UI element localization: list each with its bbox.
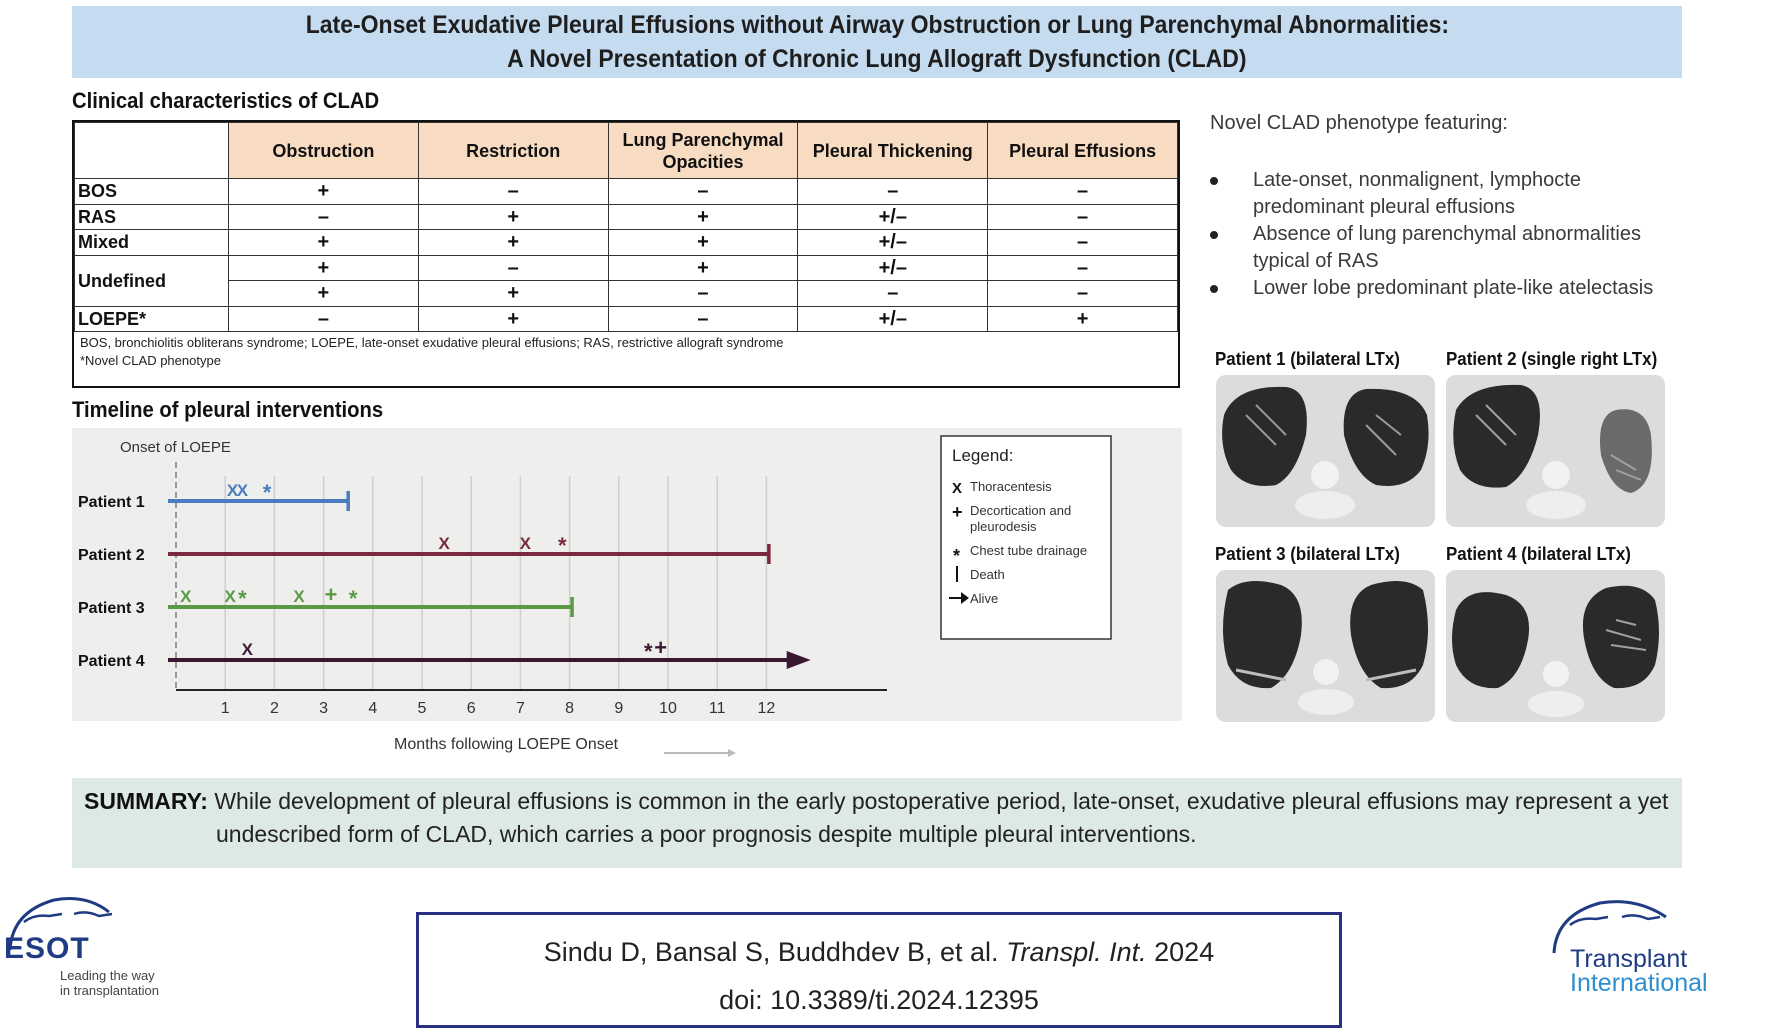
ct-scan-drawing: [1446, 375, 1665, 527]
table-header-row: [75, 123, 1178, 179]
bullet-icon: [1210, 231, 1218, 239]
legend-title: Legend:: [952, 446, 1014, 465]
table-cell: +/–: [798, 230, 988, 256]
table-cell: –: [988, 179, 1178, 205]
thoracentesis-mark: X: [241, 640, 254, 659]
table-cell: –: [229, 306, 419, 332]
thoracentesis-mark: X: [236, 481, 249, 500]
esot-tagline-2: in transplantation: [60, 983, 160, 998]
table-row: [75, 306, 1178, 332]
list-item: [1208, 167, 1678, 221]
bullet-text: Late-onset, nonmalignent, lymphocte predominant pleural effusions: [1253, 169, 1581, 218]
legend-label: Decortication and: [970, 503, 1072, 518]
table-cell: +: [229, 281, 419, 307]
citation-line: [419, 937, 1339, 968]
table-cell: +: [418, 204, 608, 230]
legend-label: Thoracentesis: [970, 479, 1052, 494]
table-cell: –: [229, 204, 419, 230]
footnote-novel: *Novel CLAD phenotype: [80, 353, 221, 368]
alive-arrow: [787, 651, 811, 669]
table-row: [75, 179, 1178, 205]
table-cell: –: [418, 179, 608, 205]
timeline-heading: Timeline of pleural interventions: [72, 397, 384, 422]
bullet-text: Absence of lung parenchymal abnormalities typical of RAS: [1253, 223, 1641, 272]
table-cell: +: [988, 306, 1178, 332]
table-cell: +: [229, 255, 419, 281]
footnote-abbreviations: BOS, bronchiolitis obliterans syndrome; LOEPE, late-onset exudative pleural effusions; RAS, restrictive allograft syndrome: [80, 335, 784, 350]
xlabel-arrow-icon: [728, 749, 736, 757]
table-cell: +: [608, 230, 798, 256]
chest-tube-mark: *: [348, 586, 358, 611]
novel-phenotype-heading: Novel CLAD phenotype featuring:: [1210, 112, 1508, 134]
summary-head: SUMMARY:: [84, 788, 208, 814]
table-cell: +/–: [798, 255, 988, 281]
x-tick-label: 1: [220, 700, 230, 717]
table-cell: +: [418, 306, 608, 332]
thoracentesis-mark: X: [226, 481, 239, 500]
patient-label: Patient 1: [78, 494, 145, 511]
row-label: BOS: [75, 179, 229, 205]
chest-tube-mark: *: [262, 480, 272, 505]
table-row: [75, 204, 1178, 230]
decortication-icon: +: [952, 502, 963, 522]
thoracentesis-mark: X: [180, 587, 192, 606]
x-tick-label: 10: [659, 700, 677, 717]
legend: [941, 436, 1111, 639]
row-label: RAS: [75, 204, 229, 230]
legend-label: Alive: [970, 591, 999, 606]
timeline-xlabel-area: [72, 721, 1182, 761]
timeline-chart: [72, 428, 1182, 721]
table-footnote: [74, 332, 1178, 372]
novel-phenotype-list: [1208, 167, 1678, 302]
legend-label: pleurodesis: [970, 519, 1037, 534]
x-tick-label: 5: [417, 700, 427, 717]
col-header-thickening: Pleural Thickening: [798, 123, 988, 179]
x-tick-label: 3: [319, 700, 329, 717]
chest-tube-mark: *: [557, 533, 567, 558]
table-corner: [75, 123, 229, 179]
ct-label-patient-3: Patient 3 (bilateral LTx): [1215, 544, 1400, 564]
title-line-2: A Novel Presentation of Chronic Lung Allograft Dysfunction (CLAD): [507, 45, 1247, 73]
citation-journal: Transpl. Int.: [1006, 937, 1147, 967]
patient-label: Patient 4: [78, 653, 145, 670]
thoracentesis-mark: X: [224, 587, 236, 606]
row-label: LOEPE*: [75, 306, 229, 332]
ct-image-patient-3: [1216, 570, 1435, 722]
x-tick-label: 4: [368, 700, 378, 717]
table-cell: +: [229, 179, 419, 205]
characteristics-heading: Clinical characteristics of CLAD: [72, 88, 380, 113]
summary-text: [84, 785, 1674, 851]
table-cell: –: [988, 204, 1178, 230]
table-cell: +: [418, 281, 608, 307]
table-cell: –: [608, 179, 798, 205]
table-cell: –: [608, 306, 798, 332]
row-label: Mixed: [75, 230, 229, 256]
characteristics-table: [72, 120, 1180, 388]
table-row: [75, 281, 1178, 307]
table-cell: –: [988, 230, 1178, 256]
patient-label: Patient 3: [78, 600, 145, 617]
thoracentesis-mark: X: [293, 587, 305, 606]
x-tick-label: 7: [515, 700, 525, 717]
timeline-xlabel-svg: [72, 721, 1182, 761]
decortication-mark: +: [324, 582, 338, 607]
table-cell: –: [988, 255, 1178, 281]
decortication-mark: +: [654, 635, 668, 660]
ct-label-patient-1: Patient 1 (bilateral LTx): [1215, 349, 1400, 369]
x-tick-label: 9: [614, 700, 624, 717]
legend-label: Death: [970, 567, 1005, 582]
x-axis-label: Months following LOEPE Onset: [394, 736, 619, 753]
ct-image-patient-2: [1446, 375, 1665, 527]
ct-scan-drawing: [1216, 375, 1435, 527]
ti-wordmark-2: International: [1570, 969, 1708, 997]
list-item: [1208, 221, 1678, 275]
x-tick-label: 12: [757, 700, 776, 717]
ct-label-patient-4: Patient 4 (bilateral LTx): [1446, 544, 1631, 564]
x-tick-label: 8: [565, 700, 575, 717]
table-cell: +: [229, 230, 419, 256]
onset-label: Onset of LOEPE: [120, 439, 231, 456]
summary-box: [72, 778, 1682, 868]
legend-label: Chest tube drainage: [970, 543, 1088, 558]
bullet-text: Lower lobe predominant plate-like atelectasis: [1253, 277, 1654, 299]
timeline-panel: [72, 428, 1182, 721]
col-header-obstruction: Obstruction: [229, 123, 419, 179]
ti-wordmark-1: Transplant: [1570, 945, 1688, 973]
thoracentesis-icon: X: [952, 480, 963, 497]
table-cell: –: [798, 179, 988, 205]
esot-logo: [4, 892, 184, 1012]
thoracentesis-mark: X: [519, 534, 531, 553]
col-header-effusions: Pleural Effusions: [988, 123, 1178, 179]
table-cell: –: [798, 281, 988, 307]
citation-authors: Sindu D, Bansal S, Buddhdev B, et al.: [543, 937, 999, 967]
title-line-1: Late-Onset Exudative Pleural Effusions without Airway Obstruction or Lung Parenchymal Abnormalities:: [305, 11, 1449, 39]
esot-tagline-1: Leading the way: [60, 968, 155, 983]
col-header-restriction: Restriction: [418, 123, 608, 179]
bullet-icon: [1210, 285, 1218, 293]
table-cell: +: [418, 230, 608, 256]
chest-tube-mark: *: [644, 639, 653, 664]
ct-image-patient-1: [1216, 375, 1435, 527]
row-label: Undefined: [75, 255, 229, 306]
citation-year: 2024: [1154, 937, 1215, 967]
list-item: [1208, 275, 1678, 302]
table-cell: +: [608, 204, 798, 230]
table-row: [75, 255, 1178, 281]
title-banner: [72, 6, 1682, 78]
transplant-international-logo: [1548, 895, 1768, 1005]
bullet-icon: [1210, 177, 1218, 185]
col-header-opacities: Lung Parenchymal Opacities: [608, 123, 798, 179]
table-cell: –: [988, 281, 1178, 307]
esot-tagline: [60, 968, 159, 998]
ct-label-patient-2: Patient 2 (single right LTx): [1446, 349, 1658, 369]
x-tick-label: 6: [466, 700, 476, 717]
citation-doi: doi: 10.3389/ti.2024.12395: [719, 985, 1039, 1015]
table-cell: +/–: [798, 204, 988, 230]
table-row: [75, 230, 1178, 256]
legend-box: [941, 436, 1111, 639]
x-tick-label: 2: [269, 700, 279, 717]
thoracentesis-mark: X: [438, 534, 450, 553]
citation-box: [416, 912, 1342, 1028]
chest-tube-mark: *: [238, 586, 247, 611]
table-cell: –: [418, 255, 608, 281]
patient-label: Patient 2: [78, 547, 145, 564]
esot-wordmark: ESOT: [4, 932, 90, 965]
ct-scan-drawing: [1216, 570, 1435, 722]
chest-tube-icon: *: [953, 546, 961, 566]
ct-image-patient-4: [1446, 570, 1665, 722]
ct-scan-drawing: [1446, 570, 1665, 722]
x-tick-label: 11: [708, 700, 726, 717]
table-cell: +: [608, 255, 798, 281]
summary-body: While development of pleural effusions is common in the early postoperative period, late-onset, exudative pleural effusions may represent a yet undescribed form of CLAD, which carries a poor prognosis despite multiple pleural interventions.: [214, 788, 1669, 847]
table-cell: –: [608, 281, 798, 307]
table-cell: +/–: [798, 306, 988, 332]
